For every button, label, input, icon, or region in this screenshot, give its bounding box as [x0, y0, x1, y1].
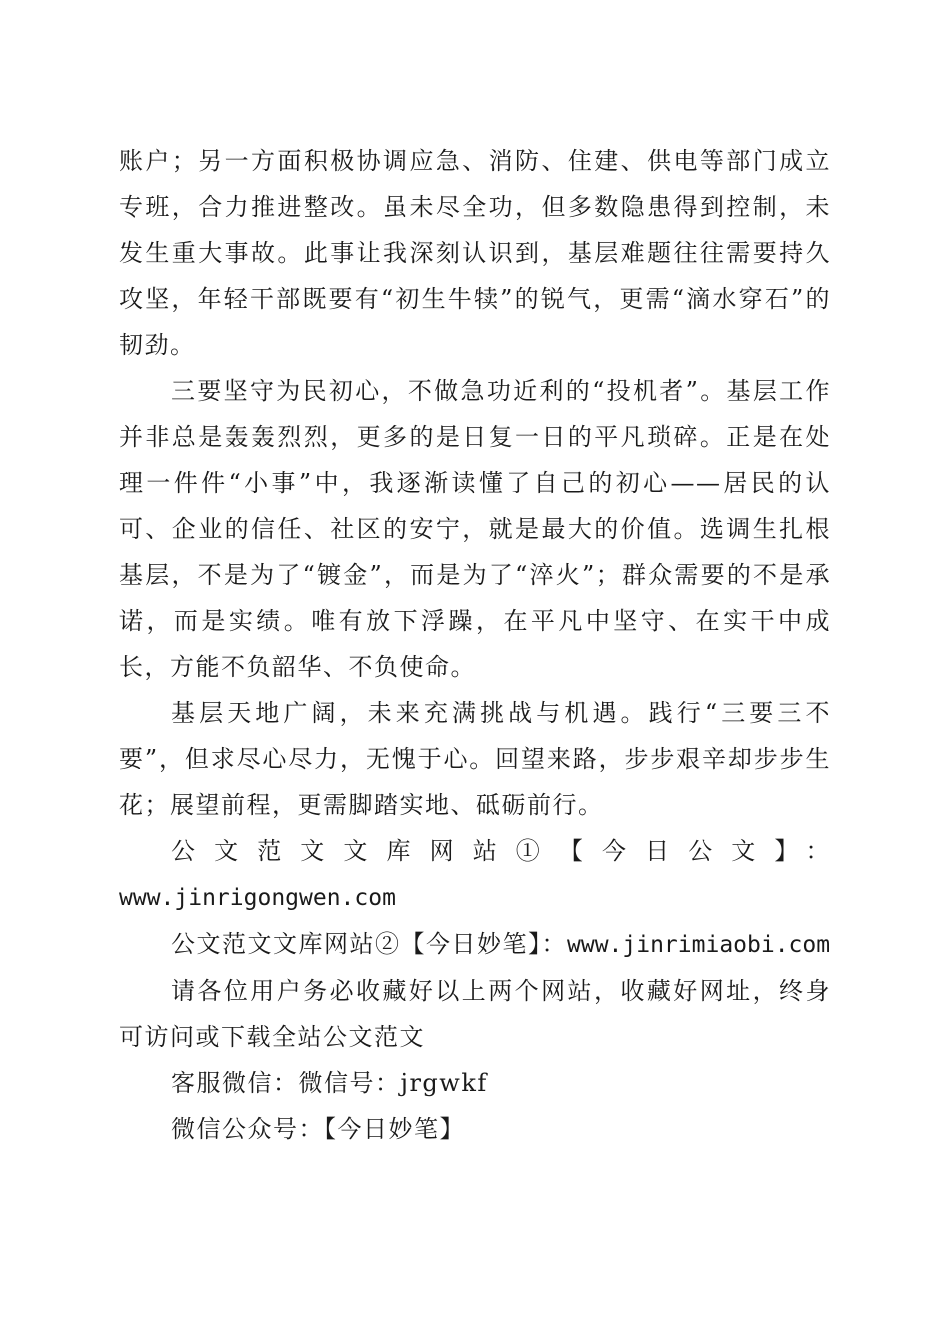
paragraph-third-point: 三要坚守为民初心，不做急功近利的“投机者”。基层工作并非总是轰轰烈烈，更多的是日复一日的平凡琐碎。正是在处理一件件“小事”中，我逐渐读懂了自己的初心——居民的认可、企业的信任、社区的安宁，就是最大的价值。选调生扎根基层，不是为了“镀金”，而是为了“淬火”；群众需要的不是承诺，而是实绩。唯有放下浮躁，在平凡中坚守、在实干中成长，方能不负韶华、不负使命。: [119, 377, 831, 681]
document-body: [119, 138, 831, 1152]
paragraph-conclusion: 基层天地广阔，未来充满挑战与机遇。践行“三要三不要”，但求尽心尽力，无愧于心。回望来路，步步艰辛却步步生花；展望前程，更需脚踏实地、砥砺前行。: [119, 699, 831, 819]
footer-site1-url[interactable]: www.jinrigongwen.com: [119, 885, 396, 911]
footer-site2-label: 公文范文文库网站②【今日妙笔】：: [171, 930, 567, 958]
footer-site1-label: 公文范文文库网站①【今日公文】：: [171, 837, 831, 865]
paragraph-continuation: 账户；另一方面积极协调应急、消防、住建、供电等部门成立专班，合力推进整改。虽未尽全功，但多数隐患得到控制，未发生重大事故。此事让我深刻认识到，基层难题往往需要持久攻坚，年轻干部既要有“初生牛犊”的锐气，更需“滴水穿石”的韧劲。: [119, 147, 831, 359]
footer-site2-url[interactable]: www.jinrimiaobi.com: [567, 932, 831, 958]
footer-site1-url-line: [119, 874, 831, 921]
footer-wechat-official: 微信公众号：【今日妙笔】: [171, 1115, 465, 1143]
footer-notice: 请各位用户务必收藏好以上两个网站，收藏好网址，终身可访问或下载全站公文范文: [119, 977, 831, 1051]
footer-wechat-service: 客服微信：微信号：jrgwkf: [171, 1069, 488, 1097]
footer-site2-line: [119, 921, 831, 968]
